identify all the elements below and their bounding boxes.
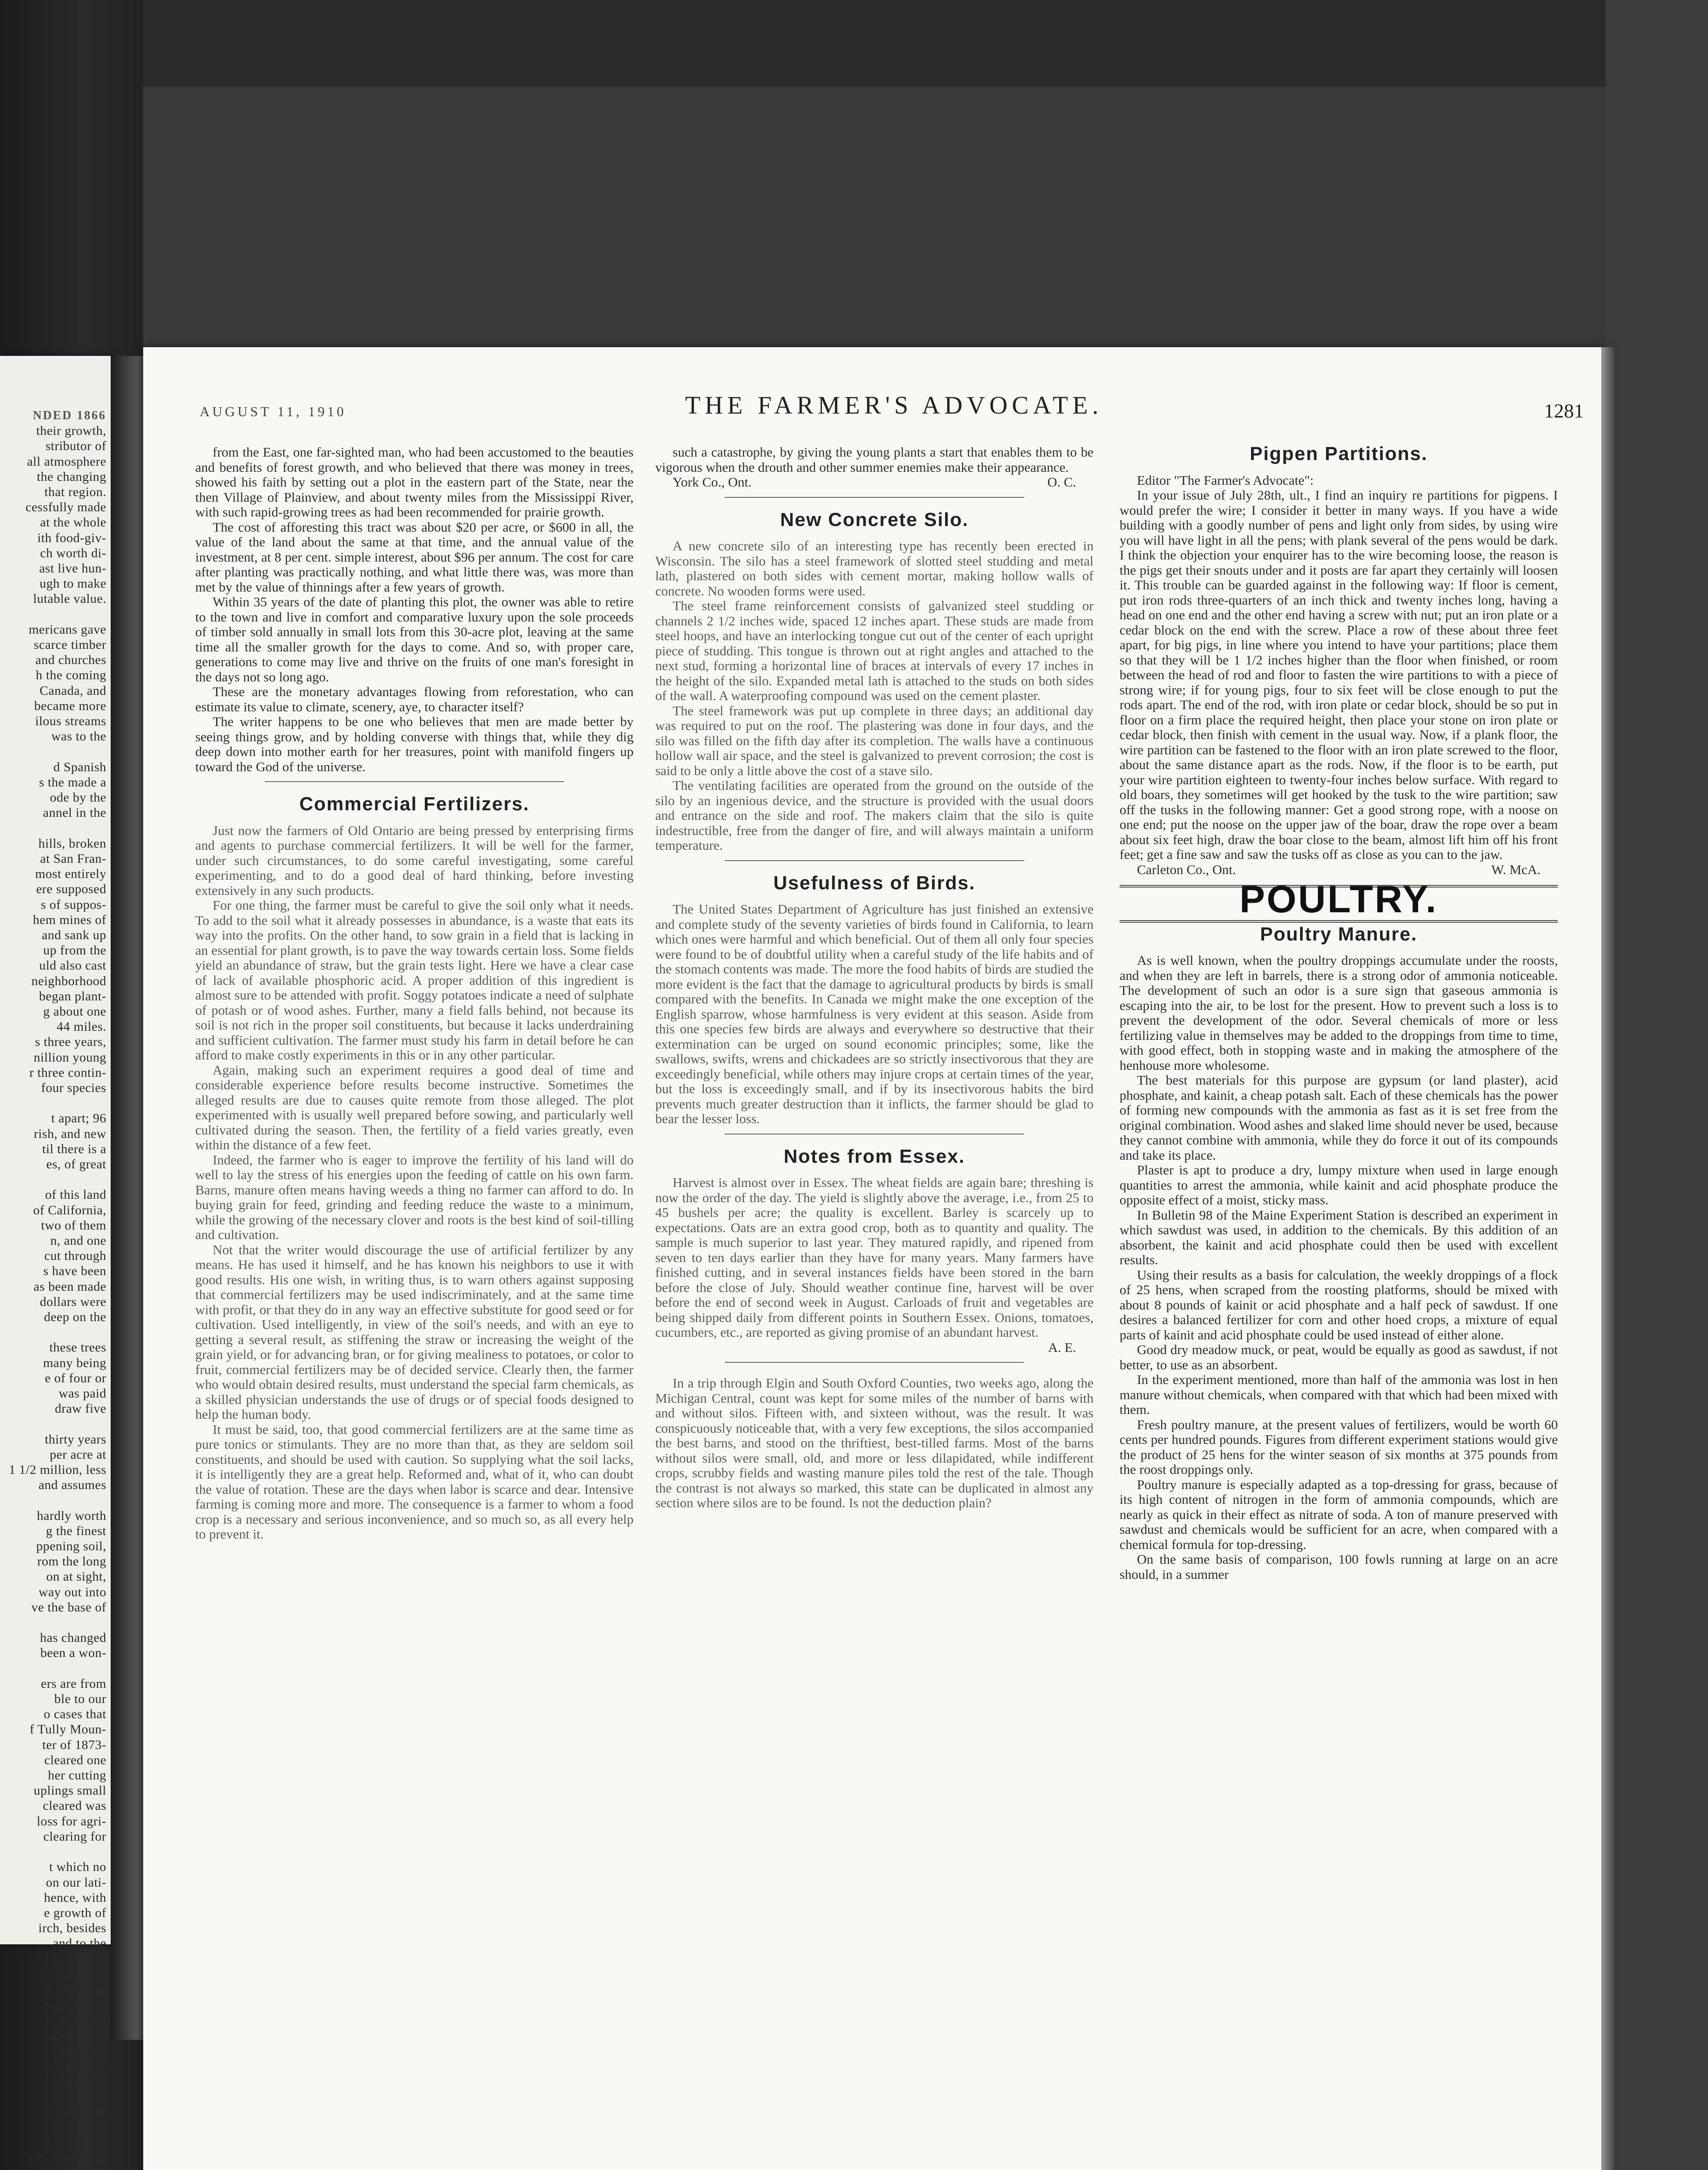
prev-page-line-fragment: lutable value. [33, 592, 106, 606]
paragraph: Good dry meadow muck, or peat, would be equally as good as sawdust, if not better, to use as an absorbent. [1120, 1342, 1558, 1372]
prev-page-line-fragment: ble to our [54, 1692, 106, 1706]
essex-signature: A. E. [1048, 1339, 1076, 1355]
letter-salutation: Editor "The Farmer's Advocate": [1137, 472, 1314, 488]
prev-page-line-fragment: s of timber [47, 1982, 106, 1996]
prev-page-line-fragment: at San Fran- [40, 851, 106, 866]
prev-page-line-fragment: began plant- [39, 989, 106, 1003]
prev-page-line-fragment [0, 1661, 111, 1676]
prev-page-line-fragment: r three contin- [29, 1065, 106, 1080]
prev-page-line-fragment: ode by the [50, 790, 106, 805]
page-header [200, 391, 1588, 434]
prev-page-line-fragment: four species [41, 1080, 106, 1095]
prev-page-line-fragment [0, 1172, 111, 1187]
prev-page-line-fragment [0, 1615, 111, 1630]
prev-page-line-fragment: rish, and new [33, 1126, 106, 1141]
prev-page-line-fragment: ter of 1873- [42, 1737, 106, 1752]
prev-page-line-fragment: stributor of [45, 439, 106, 454]
page-edge-shadow [1601, 347, 1614, 2170]
prev-page-line-fragment: ve the base of [31, 1600, 106, 1614]
section-rule [725, 497, 1024, 498]
previous-page-fragment [0, 356, 111, 2165]
prev-page-line-fragment: cessfully made [25, 500, 106, 515]
paragraph: Plaster is apt to produce a dry, lumpy mixture when used in large enough quantities to arrest the ammonia, while kainit and acid phosphate produce the opposite effect of a moist, sticky mass. [1120, 1162, 1558, 1207]
prev-page-line-fragment: clearing for [43, 1829, 106, 1844]
article-heading-poultry-manure: Poultry Manure. [1260, 923, 1418, 945]
prev-page-line-fragment: ers are from [41, 1676, 106, 1691]
article-heading-pigpen-partitions: Pigpen Partitions. [1249, 443, 1428, 464]
prev-page-line-fragment: e growth of [44, 1905, 106, 1920]
section-rule [725, 860, 1024, 861]
prev-page-line-fragment: t which no [49, 1860, 106, 1874]
prev-page-line-fragment: h the coming [36, 668, 106, 683]
prev-page-line-fragment: mericans gave [29, 622, 106, 637]
prev-page-line-fragment: and to the [53, 1936, 106, 1951]
usefulness-of-birds-article [655, 902, 1094, 1127]
prev-page-line-fragment: n good im- [47, 2104, 106, 2119]
poultry-manure-article [1120, 953, 1558, 1582]
prev-page-line-fragment: on our lati- [46, 1875, 106, 1890]
prev-page-line-fragment: wees in the [45, 1997, 106, 2012]
prev-page-line-fragment: and sank up [42, 927, 106, 942]
prev-page-line-fragment: per acre at [49, 1447, 106, 1462]
article-heading-notes-from-essex: Notes from Essex. [784, 1145, 965, 1167]
paragraph: Indeed, the farmer who is eager to improve the fertility of his land will do well to lay the stress of his energies upon the feeding of cattle on his own farm. Barns, manure often means having weeds a thing no farmer can afford to do. In buying grain for feed, grinding and feeding reduce the waste to a minimum, while the growing of the necessary clover and roots is the best kind of soil-tilling and cultivation. [195, 1152, 634, 1242]
prev-page-line-fragment [0, 1951, 111, 1966]
prev-page-line-fragment: uld also cast [39, 958, 106, 973]
prev-page-line-fragment: ures on an [50, 2028, 106, 2042]
prev-page-line-fragment: uplings small [33, 1783, 106, 1798]
prev-page-line-fragment: nillion young [33, 1050, 106, 1065]
paragraph: Poultry manure is especially adapted as a top-dressing for grass, because of its high content of nitrogen in the form of ammonia compounds, which are nearly as quick in their effect as nitrate of soda. A ton of manure preserved with sawdust and chemicals would be sufficient for an acre, when compared with a chemical formula for top-dressing. [1120, 1476, 1558, 1552]
silo-count-paragraph [655, 1376, 1094, 1511]
prev-page-line-fragment: as been made [33, 1279, 106, 1294]
prev-page-line-fragment: 44 miles. [56, 1019, 106, 1034]
prev-page-line-fragment [0, 1325, 111, 1340]
prev-page-line-fragment: was paid [59, 1386, 106, 1401]
paragraph: Within 35 years of the date of planting this plot, the owner was able to retire to the town and live in comfort and comparative luxury upon the sole proceeds of timber sold annually in small lots from this 30-acre plot, leaving at the same time all the smaller growth for the days to come. And so, with proper care, generations to come may live and thrive on the fruits of one man's foresight in the days not so long ago. [195, 594, 634, 684]
section-rule [265, 781, 564, 782]
prev-page-line-fragment: rom the long [37, 1554, 106, 1569]
pigpen-partitions-article [1120, 488, 1558, 862]
paragraph: The cost of afforesting this tract was about $20 per acre, or $600 in all, the value of the land about the same at that time, and the annual value of the investment, at 8 per cent. simple interest, about $96 per annum. The cost for care after planting was practically nothing, and what little there was, was more than met by the value of thinnings after a few years of growth. [195, 519, 634, 595]
prev-page-heading: NDED 1866 [33, 409, 106, 422]
paragraph: It must be said, too, that good commercial fertilizers are at the same time as pure tonics or stimulants. They are no more than that, as they are seldom soil constituents, and should be used with caution. So supplying what the soil lacks, it is intelligently they are a great help. Reformed and, what of it, who can doubt the value of rotation. These are the days when labor is scarce and dear. Intensive farming is coming more and more. The consequence is a farmer to whom a food crop is a necessary and serious inconvenience, and so much so, as all every help to prevent it. [195, 1421, 634, 1542]
prev-page-line-fragment: hem mines of [33, 912, 106, 927]
prev-page-line-fragment: of this land [45, 1187, 106, 1202]
prev-page-text-column [0, 423, 111, 2165]
column-3 [1120, 445, 1558, 1582]
prev-page-line-fragment: all atmosphere [27, 454, 106, 469]
paragraph: As is well known, when the poultry droppings accumulate under the roosts, and when they are left in barrels, there is a strong odor of ammonia noticeable. The development of such an odor is a sure sign that gaseous ammonia is escaping into the air, to be lost for the present. How to prevent such a loss is to prevent the development of the odor. Several chemicals of more or less fertilizing value in themselves may be added to the droppings from time to time, with good effect, both in stopping waste and in making the atmosphere of the henhouse more wholesome. [1120, 953, 1558, 1073]
signature-line [655, 475, 1094, 490]
prev-page-line-fragment: their growth, [36, 424, 106, 438]
prev-page-line-fragment: up from the [43, 943, 106, 958]
prev-page-line-fragment: was to the [51, 729, 106, 744]
signature-line [1120, 862, 1558, 878]
prev-page-line-fragment: draw five [55, 1401, 106, 1416]
paragraph: Using their results as a basis for calculation, the weekly droppings of a flock of 25 hens, when scraped from the roosting platforms, should be mixed with about 8 pounds of kainit or acid phosphate and a half peck of sawdust. If one desires a balanced fertilizer for corn and other hoed crops, a mixture of equal parts of kainit and acid phosphate could be used instead of either alone. [1120, 1267, 1558, 1342]
prev-page-line-fragment: has changed [40, 1631, 106, 1645]
prev-page-line-fragment: s, had been [46, 2058, 106, 2073]
prev-page-line-fragment: became more [34, 698, 106, 713]
column-1 [195, 445, 634, 1542]
prev-page-line-fragment: ppening soil, [36, 1539, 106, 1554]
signature-initials: O. C. [1047, 474, 1076, 490]
poultry-section-banner [1120, 878, 1558, 923]
prev-page-line-fragment [0, 744, 111, 759]
prev-page-line-fragment: and churches [35, 653, 106, 667]
signature-initials: W. McA. [1491, 861, 1540, 877]
paragraph: from the East, one far-sighted man, who had been accustomed to the beauties and benefits of forest growth, and who believed that there was money in trees, showed his faith by setting out a plot in the eastern part of the State, near the then Village of Plainview, and about twenty miles from the Mississippi River, with such rapid-growing trees as had been recommended for prairie growth. [195, 444, 634, 519]
prev-page-line-fragment: loss for agri- [36, 1814, 106, 1828]
paragraph: Harvest is almost over in Essex. The wheat fields are again bare; threshing is now the order of the day. The yield is slightly above the average, i.e., from 25 to 45 bushels per acre; the quality is excellent. Barley is scarcely up to expectations. Oats are an extra good crop, both as to quantity and quality. The sample is much superior to last year. They matured rapidly, and ripened from seven to ten days earlier than they have for many years. Many farmers have finished cutting, and in several instances fields have been stored in the barn before the close of July. Should weather continue fine, harvest will be over before the end of second week in August. Carloads of fruit and vegetables are being shipped daily from different points in Southern Essex. Onions, tomatoes, cucumbers, etc., are reported as giving promise of an abundant harvest. [655, 1175, 1094, 1340]
scan-background-right [1606, 0, 1708, 2170]
prev-page-line-fragment [0, 2088, 111, 2104]
prev-page-line-fragment [0, 1416, 111, 1431]
previous-article-continuation [655, 445, 1094, 475]
prev-page-line-fragment [0, 1095, 111, 1111]
prev-page-line-fragment: n, and one [50, 1233, 106, 1248]
forest-article-continuation [195, 445, 634, 774]
prev-page-line-fragment [0, 820, 111, 835]
prev-page-line-fragment: g about one [43, 1004, 106, 1019]
prev-page-line-fragment [0, 2119, 111, 2134]
article-heading-commercial-fertilizers: Commercial Fertilizers. [299, 793, 530, 815]
prev-page-line-fragment: two of them [41, 1218, 106, 1233]
paragraph: The United States Department of Agriculture has just finished an extensive and complete study of the seventy varieties of birds found in California, to learn which ones were harmful and which beneficial. Out of them all only four species were found to be of doubtful utility when a careful study of the life habits and of the stomach contents was made. The more the food habits of birds are studied the more evident is the fact that the damage to agricultural products by birds is small compared with the benefits. In Canada we might make the one exception of the English sparrow, whose harmfulness is very evident at this season. Aside from this one species few birds are always and everywhere so destructive that their extermination can be urged on sound economic principles; some, like the swallows, swifts, wrens and chickadees are so strictly insectivorous that they are exceedingly beneficial, while others may injure crops at certain times of the year, but the loss is exceedingly small, and if by its insectivorous habits the bird prevents much greater destruction than it inflicts, the farmer should be glad to bear the lesser loss. [655, 901, 1094, 1126]
prev-page-line-fragment: annel in the [43, 806, 106, 820]
paragraph: In your issue of July 28th, ult., I find an inquiry re partitions for pigpens. I would prefer the wire; I consider it better in many ways. If you have a wide building with a goodly number of pens and light only from sides, by using wire you will have light in all the pens; with plank several of the pens would be dark. I think the objection your enquirer has to the wire becoming loose, the reason is the pigs get their snouts under and it posts are far apart they certainly will loosen it. This trouble can be guarded against in the following way: If floor is cement, put iron rods three-quarters of an inch thick and twenty inches long, having a head on one end and the other end having a screw with nut; put an iron plate or a cedar block on the end with the screw. Place a row of these about three feet apart, for big pigs, in line where you intend to have your partitions; place them so that they will be 1 1/2 inches higher than the floor when finished, or room between the head of rod and floor to fasten the wire partitions to with a piece of strong wire; if for young pigs, four to six feet will be close enough to put the rods apart. The end of the rod, with iron plate or cedar block, should be so put in floor on a firm place the required height, then place your stone on iron plate or cedar block, then finish with cement in the usual way. Now, if a plank floor, the wire partition can be fastened to the floor with an iron plate screwed to the floor, about the same distance apart as the rods. Now, if the floor is to be earth, put your wire partition eighteen to twenty-four inches below surface. With regard to old boars, they sometimes will get hooked by the tusk to the wire partition; saw off the tusks in the following manner: Get a good strong rope, with a noose on one end; put the noose on the upper jaw of the boar, draw the rope over a beam about six feet high, draw the boar close to the beam, almost lift him off his front feet; get a fine saw and saw the tusks off as close as you can to the jaw. [1120, 487, 1558, 862]
article-heading-usefulness-of-birds: Usefulness of Birds. [773, 872, 976, 894]
prev-page-line-fragment: the changing [36, 469, 106, 484]
prev-page-line-fragment: hence, with [44, 1890, 106, 1905]
prev-page-line-fragment: way out into [39, 1585, 106, 1599]
prev-page-line-fragment: ch worth di- [40, 546, 106, 560]
prev-page-line-fragment: t apart; 96 [51, 1111, 106, 1126]
prev-page-line-fragment: irch, besides [38, 1921, 106, 1936]
paragraph: In Bulletin 98 of the Maine Experiment Station is described an experiment in which sawdust was used, in addition to the chemicals. By this addition of an absorbent, the kainit and acid phosphate could then be used with excellent results. [1120, 1207, 1558, 1267]
prev-page-line-fragment: hardly worth [36, 1508, 106, 1523]
prev-page-line-fragment: d Spanish [53, 760, 106, 774]
prev-page-line-fragment: many being [43, 1355, 106, 1370]
paragraph: These are the monetary advantages flowing from reforestation, who can estimate its value to climate, scenery, aye, to character itself? [195, 684, 634, 714]
prev-page-line-fragment: es, of great [46, 1157, 106, 1171]
prev-page-line-fragment: and assumes [38, 1478, 106, 1493]
prev-page-line-fragment: f Tully Moun- [30, 1722, 106, 1737]
prev-page-line-fragment: thirty years [45, 1432, 106, 1447]
prev-page-line-fragment: of California, [33, 1203, 106, 1217]
paragraph: A new concrete silo of an interesting type has recently been erected in Wisconsin. The silo has a steel framework of slotted steel studding and metal lath, plastered on both sides with cement mortar, making hollow walls of concrete. No wooden forms were used. [655, 538, 1094, 598]
prev-page-line-fragment: s of suppos- [40, 897, 106, 912]
prev-page-line-fragment: s the made a [39, 775, 106, 789]
prev-page-line-fragment: been a won- [40, 1646, 106, 1660]
prev-page-line-fragment: s three years, [35, 1035, 106, 1049]
prev-page-line-fragment: 1 1/2 million, less [9, 1463, 106, 1477]
prev-page-line-fragment: cleared was [43, 1798, 106, 1813]
prev-page-line-fragment: scarce timber [33, 638, 106, 652]
masthead-title: THE FARMER'S ADVOCATE. [685, 391, 1103, 419]
notes-from-essex-article [655, 1175, 1094, 1340]
prev-page-line-fragment: er reserved [46, 2012, 106, 2027]
prev-page-line-fragment: Canada, and [39, 683, 106, 698]
prev-page-line-fragment: escovall [62, 2043, 106, 2058]
paragraph: For one thing, the farmer must be careful to give the soil only what it needs. To add to the soil what it already possesses in abundance, is a waste that eats its way into the profits. On the other hand, to sow grain in a field that is lacking in an essential for plant growth, is to pave the way towards certain loss. Some fields yield an abundance of straw, but the grain tests light. Here we have a clear case of lack of available phosphoric acid. A proper addition of this ingredient is almost sure to be attended with profit. Soggy potatoes indicate a need of sulphate of potash or of wood ashes. Further, many a field falls behind, not because its soil is not rich in the proper soil constituents, but because it lacks underdraining and sufficient cultivation. The farmer must study his farm in detail before he can afford to make costly experiments in this or in any other particular. [195, 898, 634, 1062]
paragraph: such a catastrophe, by giving the young plants a start that enables them to be vigorous when the drouth and other summer enemies make their appearance. [655, 444, 1094, 475]
prev-page-line-fragment: dollars were [39, 1294, 106, 1309]
section-rule [725, 1362, 1024, 1363]
prev-page-line-fragment: her cutting [48, 1768, 106, 1783]
paragraph: On the same basis of comparison, 100 fowls running at large on an acre should, in a summer [1120, 1552, 1558, 1582]
signature-location: York Co., Ont. [673, 474, 752, 490]
prev-page-line-fragment: ilous streams [35, 714, 106, 729]
poultry-banner-text: POULTRY. [1239, 878, 1438, 921]
paragraph: The steel framework was put up complete in three days; an additional day was required to put on the roof. The plastering was done in four days, and the silo was filled on the fifth day after its completion. The walls have a continuous hollow wall air space, and the steel is galvanized to prevent corrosion; the cost is said to be only a little above the cost of a stave silo. [655, 703, 1094, 778]
prev-page-line-fragment: deep on the [44, 1309, 106, 1324]
prev-page-line-fragment: o cases that [43, 1707, 106, 1722]
paragraph: The steel frame reinforcement consists of galvanized steel studding or channels 2 1/2 inches wide, spaced 12 inches apart. These studs are made from steel hoops, and have an interlocking tongue cut out of the center of each upright piece of studding. This tongue is thrown out at right angles and attached to the next stud, forming a horizontal line of braces at intervals of every 17 inches in the height of the silo. Expanded metal lath is attached to the studs on both sides of the wall. A waterproofing compound was used on the cement plaster. [655, 598, 1094, 703]
prev-page-line-fragment: e of four or [45, 1371, 106, 1385]
prev-page-line-fragment: s have been [43, 1264, 106, 1279]
paragraph: The best materials for this purpose are gypsum (or land plaster), acid phosphate, and kainit, a cheap potash salt. Each of these chemicals has the power of forming new compounds with the ammonia as fast as it is set free from the original combination. Wood ashes and slaked lime should never be used, because they cannot combine with ammonia, while they do force it out of its compounds and take its place. [1120, 1072, 1558, 1163]
prev-page-line-fragment: ugh to make [39, 576, 106, 591]
issue-date: AUGUST 11, 1910 [200, 404, 347, 419]
prev-page-line-fragment: neighborhood [31, 973, 106, 988]
paragraph: The writer happens to be one who believes that men are made better by seeing things grow, and by holding converse with things that, while they dig deep down into mother earth for her treasures, point with manifold fingers up toward the God of the universe. [195, 714, 634, 774]
prev-page-line-fragment: on at sight, [46, 1569, 106, 1584]
paragraph: Not that the writer would discourage the use of artificial fertilizer by any means. He has used it himself, and he has known his neighbors to use it with good results. His one wish, in writing thus, is to warn others against supposing that commercial fertilizers may be used indiscriminately, and at the same time with profit, or that they do in any way an effective substitute for good seed or for cultivation. Used intelligently, in view of the soil's needs, and with an eye to getting a several result, as stiffening the straw or increasing the weight of the grain yield, or for advancing bran, or for giving mealiness to potatoes, or color to fruit, commercial fertilizers may be of decided service. Clearly then, the farmer who would obtain desired results, must understand the special farm chemicals, as a skilled physician understands the use of drugs or of special foods designed to help the human body. [195, 1242, 634, 1422]
prev-page-line-fragment [0, 607, 111, 622]
prev-page-line-fragment: no cares, in [44, 1966, 106, 1981]
page-number: 1281 [1544, 400, 1584, 422]
prev-page-line-fragment: at the whole [40, 515, 106, 530]
paragraph: Fresh poultry manure, at the present values of fertilizers, would be worth 60 cents per hundred pounds. Figures from different experiment stations would give the product of 25 hens for the winter season of six months at 375 pounds from the roost droppings only. [1120, 1417, 1558, 1477]
paragraph: Again, making such an experiment requires a good deal of time and considerable experience before results become instructive. Sometimes the alleged results are due to causes quite remote from those alleged. The plot experimented with is usually well prepared before sowing, and particularly well cultivated during the season. Then, the fertility of a field varies greatly, even within the distance of a few feet. [195, 1062, 634, 1152]
newspaper-page [143, 347, 1606, 2170]
prev-page-line-fragment: rom mountains [25, 2150, 106, 2165]
prev-page-line-fragment: cut through [44, 1249, 106, 1263]
prev-page-line-fragment: grow oak of [41, 2134, 106, 2149]
article-heading-new-concrete-silo: New Concrete Silo. [780, 509, 969, 530]
scan-background-top [0, 0, 1708, 87]
new-concrete-silo-article [655, 539, 1094, 853]
prev-page-line-fragment: ast live hun- [39, 561, 106, 576]
prev-page-line-fragment: g the finest [46, 1523, 106, 1538]
commercial-fertilizers-article [195, 823, 634, 1542]
paragraph: In a trip through Elgin and South Oxford Counties, two weeks ago, along the Michigan Central, count was kept for some miles of the number of barns with and without silos. Fifteen with, and sixteen without, was the result. It was conspicuously noticeable that, with a very few exceptions, the silos accompanied the best barns, and stood on the thriftiest, best-tilled farms. Most of the barns without silos were small, old, and more or less dilapidated, while indifferent crops, scrubby fields and wasting manure piles told the rest of the tale. Though the contrast is not always so marked, this state can be duplicated in almost any section where silos are to be found. Is not the deduction plain? [655, 1375, 1094, 1510]
prev-page-line-fragment: these trees [49, 1340, 106, 1355]
prev-page-line-fragment: ith food-giv- [37, 530, 106, 545]
column-2 [655, 445, 1094, 1511]
prev-page-line-fragment: cleared one [44, 1752, 106, 1767]
book-gutter [111, 356, 148, 2040]
prev-page-line-fragment: re from the [46, 2074, 106, 2088]
prev-page-line-fragment: ere supposed [36, 882, 106, 897]
prev-page-line-fragment: hills, broken [38, 836, 106, 851]
paragraph: In the experiment mentioned, more than half of the ammonia was lost in hen manure without chemicals, when compared with that which had been mixed with them. [1120, 1372, 1558, 1417]
prev-page-line-fragment: til there is a [42, 1141, 106, 1156]
prev-page-line-fragment: that region. [44, 485, 106, 500]
paragraph: Just now the farmers of Old Ontario are being pressed by enterprising firms and agents to purchase commercial fertilizers. It will be well for the farmer, under such circumstances, to do some careful investigating, some careful experimenting, and to do a good deal of hard thinking, before investing extensively in any such products. [195, 822, 634, 898]
prev-page-line-fragment [0, 1844, 111, 1859]
signature-location: Carleton Co., Ont. [1137, 861, 1236, 877]
prev-page-line-fragment [0, 1493, 111, 1508]
prev-page-line-fragment: most entirely [35, 867, 106, 881]
paragraph: The ventilating facilities are operated from the ground on the outside of the silo by an ingenious device, and the structure is provided with the usual doors and entrance on the side and roof. The makers claim that the silo is quite indestructible, free from the danger of fire, and will always maintain a uniform temperature. [655, 778, 1094, 853]
